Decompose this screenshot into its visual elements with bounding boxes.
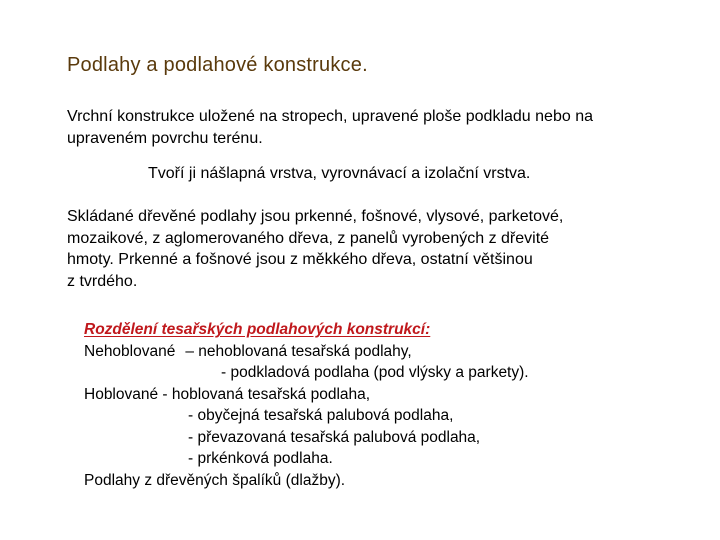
paragraph-line: Vrchní konstrukce uložené na stropech, upravené ploše podkladu nebo na bbox=[67, 108, 593, 125]
division-row-label: Nehoblované bbox=[84, 342, 176, 360]
paragraph-line: hmoty. Prkenné a fošnové jsou z měkkého dřeva, ostatní většinou bbox=[67, 251, 533, 268]
paragraph-line: mozaikové, z aglomerovaného dřeva, z panelů vyrobených z dřevité bbox=[67, 229, 550, 247]
paragraph-layers: Tvoří ji nášlapná vrstva, vyrovnávací a izolační vrstva. bbox=[148, 165, 531, 182]
division-heading-text: Rozdělení tesařských podlahových konstrukcí: bbox=[84, 321, 431, 338]
division-row: Podlahy z dřevěných špalíků (dlažby). bbox=[84, 471, 346, 489]
division-heading bbox=[84, 319, 529, 341]
paragraph-line: z tvrdého. bbox=[67, 272, 138, 290]
division-row-text: – nehoblovaná tesařská podlahy, bbox=[185, 342, 412, 360]
paragraph-wooden-floors bbox=[67, 206, 563, 292]
paragraph-line: upraveném povrchu terénu. bbox=[67, 129, 263, 147]
division-row: Hoblované - hoblovaná tesařská podlaha, bbox=[84, 385, 371, 403]
division-row bbox=[84, 341, 529, 363]
division-row: - převazovaná tesařská palubová podlaha, bbox=[188, 428, 481, 446]
paragraph-line: Skládané dřevěné podlahy jsou prkenné, fošnové, vlysové, parketové, bbox=[67, 208, 564, 225]
slide-title: Podlahy a podlahové konstrukce. bbox=[67, 54, 368, 76]
division-list bbox=[84, 319, 529, 491]
division-row: - obyčejná tesařská palubová podlaha, bbox=[188, 407, 454, 424]
division-row: - podkladová podlaha (pod vlýsky a parkety). bbox=[221, 364, 529, 381]
division-row: - prkénková podlaha. bbox=[188, 450, 333, 467]
paragraph-definition bbox=[67, 106, 593, 149]
